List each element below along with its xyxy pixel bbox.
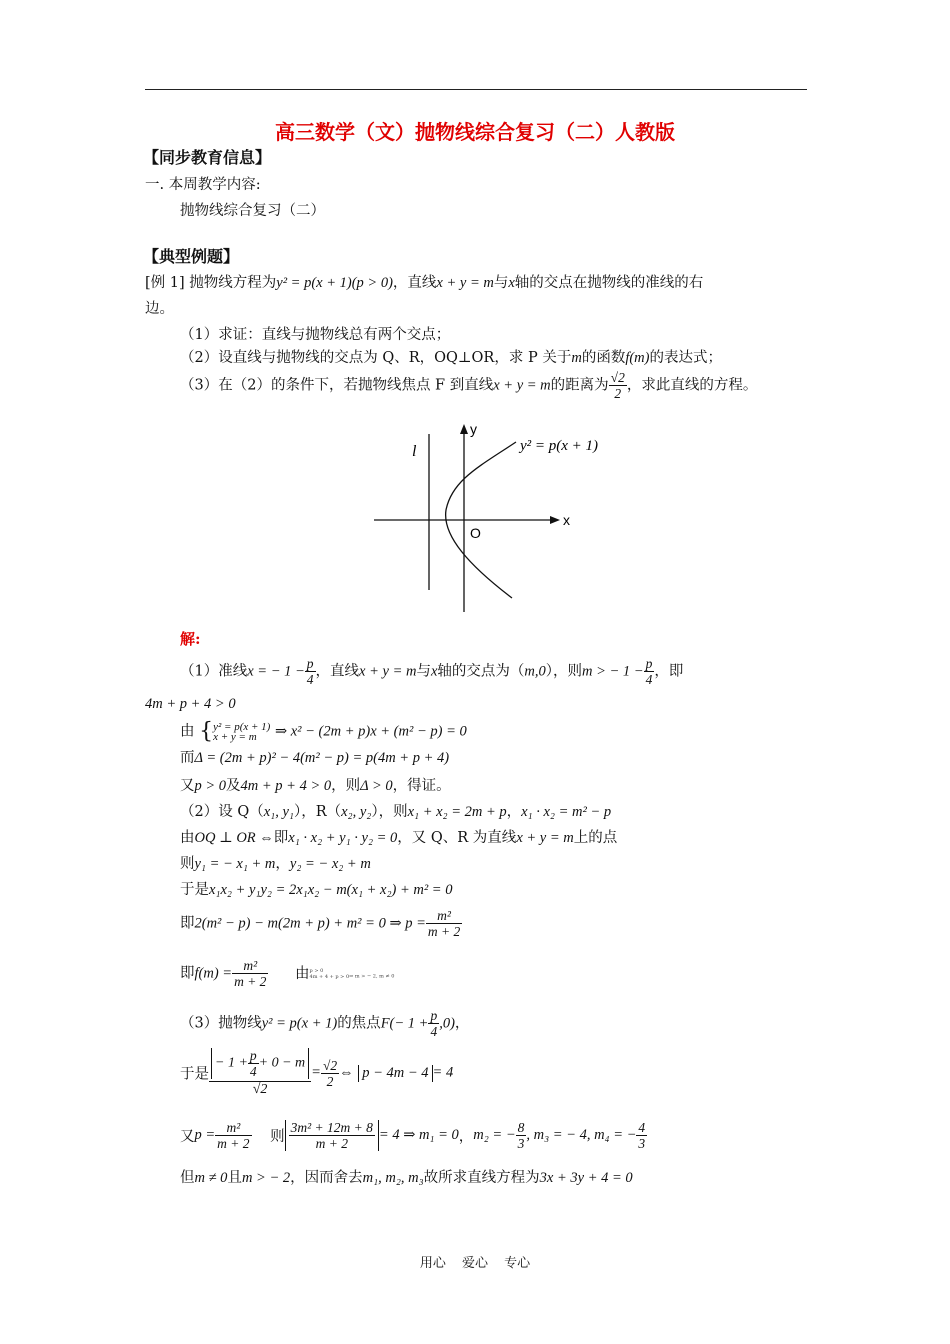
parabola-figure [360, 418, 620, 618]
question-2 [180, 346, 722, 367]
solution-line-3: 而Δ = (2m + p)² − 4(m² − p) = p(4m + p + 4) [180, 750, 450, 766]
solution-line-10: 即f(m) = $\frac{\text{m²}}{m + 2}$ 由 p > 0 4m + 4 + p > 0 ⇒ m > − 2, m ≠ 0 [180, 958, 395, 989]
curve-equation: y² = p(x + 1) [520, 438, 599, 454]
q2-text: （2）设直线与抛物线的交点为 Q、R，OQ⊥OR，求 P 关于 [180, 350, 572, 366]
solution-line-4: 又p > 0及4m + p + 4 > 0，则Δ > 0，得证。 [180, 778, 451, 794]
example-text: ，直线 [392, 275, 437, 291]
solution-line-5: （2）设 Q（x₁, y₁），R（x₂, y₂），则x₁ + x₂ = 2m + p，x₁ · x₂ = m² − p [180, 804, 612, 820]
example-text: 轴的交点在抛物线的准线的右 [514, 275, 704, 291]
q3-text: （3）在（2）的条件下，若抛物线焦点 F 到直线 [180, 377, 494, 394]
solution-line-1b: 4m + p + 4 > 0 [145, 696, 236, 712]
parabola-equation: y² = p(x + 1)(p > 0) [276, 275, 393, 291]
solution-line-11: （3）抛物线y² = p(x + 1)的焦点F(− 1 + $\frac{p}{4}$ ,0)， [180, 1008, 470, 1039]
solution-line-12: 于是 − 1 + $\frac{p}{4}$ + 0 − m √2 = $\frac{√2}{2}$ ⇔ p − 4m − 4 = 4 [180, 1048, 454, 1097]
y-axis-arrow [460, 424, 468, 434]
directrix-label: l [412, 443, 417, 460]
sqrt2-over-2: $\frac{√2}{2}$ [610, 370, 625, 401]
page-footer: 用心 爱心 专心 [419, 1256, 531, 1271]
solution-heading: 解: [180, 630, 201, 648]
section-examples-heading: 【典型例题】 [143, 247, 240, 266]
q2-text: 的函数 [581, 350, 626, 366]
example-line-2: 边。 [145, 301, 174, 317]
page-title: 高三数学（文）抛物线综合复习（二）人教版 [275, 120, 675, 144]
f-of-m: f(m) [625, 350, 650, 366]
x-axis-label: x [563, 512, 570, 528]
solution-line-8: 于是x₁x₂ + y₁y₂ = 2x₁x₂ − m(x₁ + x₂) + m² = 0 [180, 882, 453, 898]
line-equation: x + y = m [493, 377, 551, 394]
section-info-heading: 【同步教育信息】 [143, 148, 272, 167]
q2-text: 的表达式； [649, 350, 722, 366]
example-line-1 [145, 271, 703, 292]
origin-label: O [470, 525, 481, 541]
line-equation: x + y = m [436, 275, 494, 291]
solution-line-1: （1）准线x = − 1 − $\frac{p}{4}$ ，直线x + y = m与x轴的交点为（m,0），则m > − 1 − $\frac{p}{4}$ ，即 [180, 656, 684, 687]
q3-text: ，求此直线的方程。 [626, 377, 758, 394]
x-axis-arrow [550, 516, 560, 524]
solution-line-13: 又p = $\frac{\text{m²}}{m + 2}$ 则 $\frac{\text{3m² + 12m + 8}}{m + 2}$ = 4 ⇒ m₁ = 0，m₂ = − $\frac{8}{3}$ , m₃ = − 4, m₄ = − $\frac{4}{3}$ [180, 1120, 646, 1151]
solution-line-7: 则y₁ = − x₁ + m，y₂ = − x₂ + m [180, 856, 371, 872]
solution-line-6: 由OQ ⊥ OR ⇔即x₁ · x₂ + y₁ · y₂ = 0，又 Q、R 为直线x + y = m上的点 [180, 830, 618, 846]
x-var: x [508, 275, 515, 291]
m-var: m [571, 350, 582, 366]
solution-line-9: 即2(m² − p) − m(2m + p) + m² = 0 ⇒ p = $\frac{\text{m²}}{m + 2}$ [180, 908, 461, 939]
q3-text: 的距离为 [550, 377, 609, 394]
example-text: 与 [493, 275, 509, 291]
content-topic: 抛物线综合复习（二） [180, 203, 325, 219]
example-text: [例 1] 抛物线方程为 [145, 275, 277, 291]
solution-line-2: 由 { y² = p(x + 1) x + y = m ⇒ x² − (2m + p)x + (m² − p) = 0 [180, 719, 467, 744]
question-3 [180, 370, 757, 401]
question-1: （1）求证：直线与抛物线总有两个交点； [180, 327, 451, 343]
solution-line-14: 但m ≠ 0且m > − 2，因而舍去m₁, m₂, m₃故所求直线方程为3x + 3y + 4 = 0 [180, 1170, 633, 1186]
content-heading: 一. 本周教学内容: [145, 177, 261, 193]
y-axis-label: y [470, 421, 477, 437]
header-rule [145, 89, 807, 90]
